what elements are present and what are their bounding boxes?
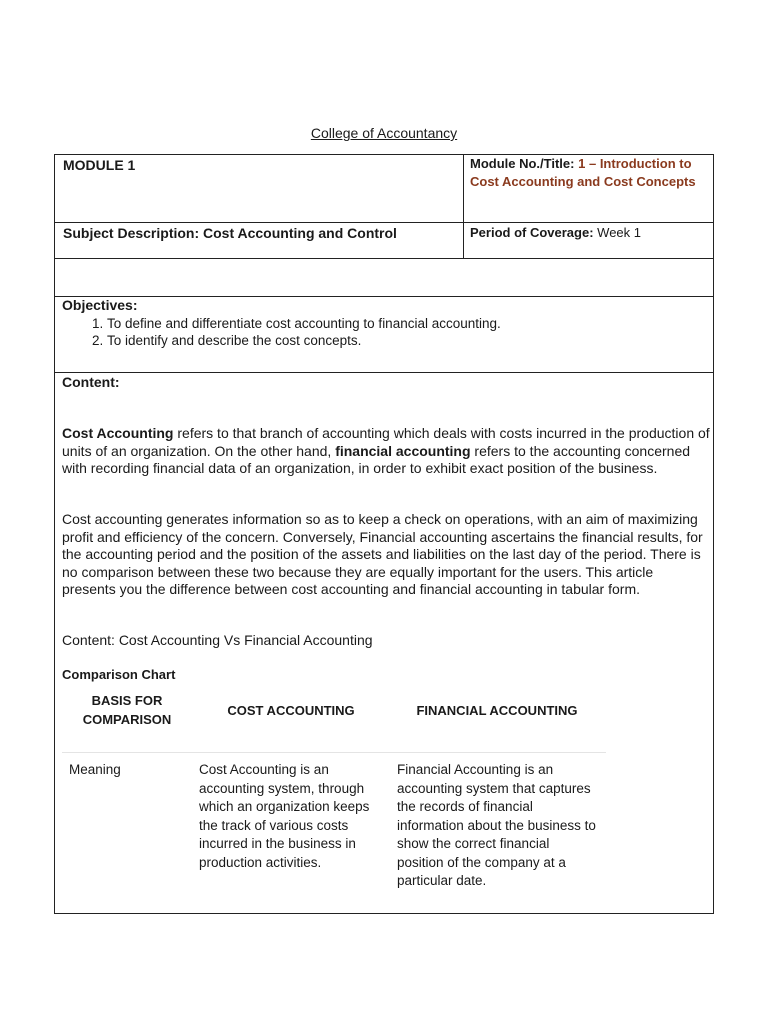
module-header-row — [55, 155, 713, 223]
column-header-financial: FINANCIAL ACCOUNTING — [416, 703, 578, 718]
module-label: MODULE 1 — [63, 157, 136, 173]
term-financial-accounting: financial accounting — [335, 442, 471, 459]
module-title — [470, 155, 705, 191]
module-title-text: Introduction to Cost Accounting and Cost Concepts — [470, 156, 696, 189]
module-title-label: Module No./Title: — [470, 156, 575, 171]
content-paragraph-2: Cost accounting generates information so as to keep a check on operations, with an aim of maximizing profit and efficiency of the concern. Conversely, Financial accounting ascertains the financial results, for the accounting period and the position of the assets and liabilities on the last day of the period. There is no comparison between these two because they are equally important for the users. This article presents you the difference between cost accounting and financial accounting in tabular form. — [62, 511, 703, 597]
subject-row — [55, 223, 713, 259]
column-header-basis: BASIS FOR COMPARISON — [82, 693, 172, 727]
subject-description: Subject Description: Cost Accounting and Control — [63, 225, 397, 241]
content-paragraph-3: Content: Cost Accounting Vs Financial Accounting — [62, 632, 373, 648]
objective-item: 1. To define and differentiate cost accounting to financial accounting. — [107, 315, 501, 332]
objectives-list — [62, 315, 501, 349]
module-document — [54, 154, 714, 914]
coverage-label: Period of Coverage: — [470, 225, 594, 240]
row-cost-meaning: Cost Accounting is an accounting system, through which an organization keeps the track of various costs incurred in the business in production activities. — [199, 762, 370, 870]
term-cost-accounting: Cost Accounting — [62, 425, 174, 441]
content-paragraph-1: Cost Accounting refers to that branch of accounting which deals with costs incurred in the production of units of an organization. On the other hand, financial accounting refers to the accounting concerned with recording financial data of an organization, in order to exhibit exact position of the business. — [62, 425, 710, 476]
comparison-chart-title: Comparison Chart — [62, 667, 176, 682]
header-divider — [62, 752, 606, 753]
objectives-row — [55, 297, 713, 373]
module-title-number: 1 – — [578, 156, 597, 171]
row-basis-meaning: Meaning — [69, 762, 121, 777]
objective-item: 2. To identify and describe the cost concepts. — [107, 332, 501, 349]
blank-row — [55, 259, 713, 297]
coverage-value: Week 1 — [597, 225, 641, 240]
content-title: Content: — [62, 374, 120, 390]
objectives-title: Objectives: — [62, 297, 138, 313]
college-title: College of Accountancy — [310, 125, 458, 141]
column-header-cost: COST ACCOUNTING — [227, 703, 355, 718]
row-financial-meaning: Financial Accounting is an accounting system that captures the records of financial information about the business to show the correct financial position of the company at a particular date. — [397, 762, 596, 888]
period-of-coverage — [470, 224, 705, 242]
